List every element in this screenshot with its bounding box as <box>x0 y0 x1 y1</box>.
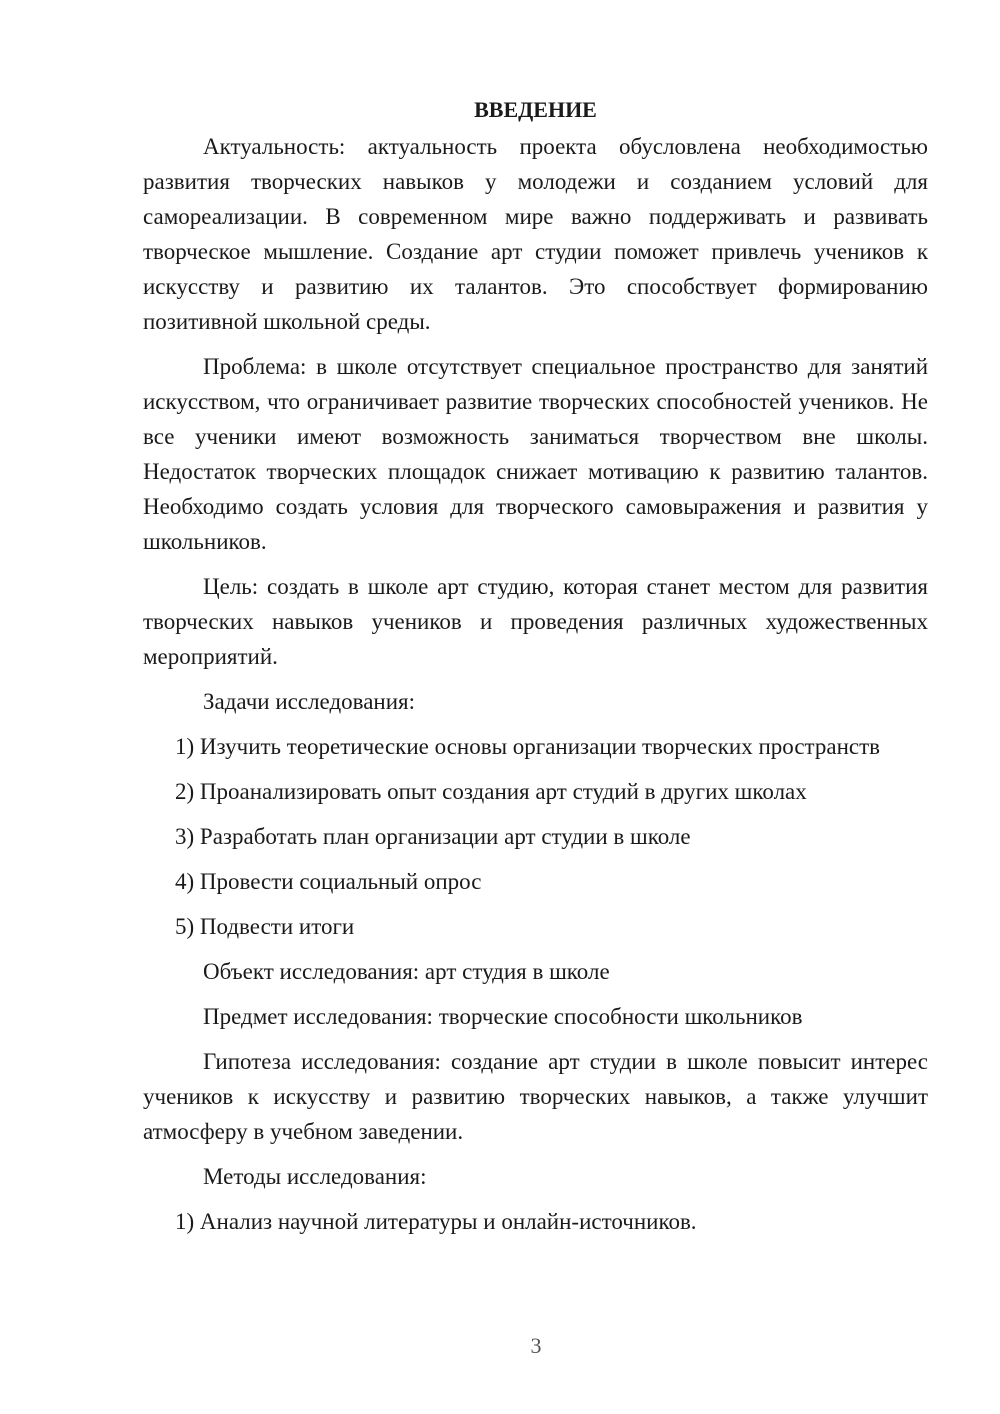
page-content <box>143 92 928 1249</box>
task-item-3: 3) Разработать план организации арт студии в школе <box>175 824 691 849</box>
subject-line: Предмет исследования: творческие способности школьников <box>203 1004 803 1029</box>
tasks-heading: Задачи исследования: <box>203 689 416 714</box>
goal-paragraph: Цель: создать в школе арт студию, которая станет местом для развития творческих навыков учеников и проведения различных художественных мероприятий. <box>143 574 928 669</box>
object-line: Объект исследования: арт студия в школе <box>203 959 610 984</box>
section-title: ВВЕДЕНИЕ <box>474 97 597 122</box>
task-item-4: 4) Провести социальный опрос <box>175 869 482 894</box>
method-item-1: 1) Анализ научной литературы и онлайн-источников. <box>175 1209 697 1234</box>
page-number: 3 <box>530 1333 542 1358</box>
task-item-2: 2) Проанализировать опыт создания арт студий в других школах <box>175 779 807 804</box>
task-item-5: 5) Подвести итоги <box>175 914 355 939</box>
task-item-1: 1) Изучить теоретические основы организации творческих пространств <box>175 734 881 759</box>
relevance-paragraph: Актуальность: актуальность проекта обусловлена необходимостью развития творческих навыков у молодежи и созданием условий для самореализации. В современном мире важно поддерживать и развивать творческое мышление. Создание арт студии поможет привлечь учеников к искусству и развитию их талантов. Это способствует формированию позитивной школьной среды. <box>143 134 928 334</box>
problem-paragraph: Проблема: в школе отсутствует специальное пространство для занятий искусством, что ограничивает развитие творческих способностей учеников. Не все ученики имеют возможность заниматься творчеством вне школы. Недостаток творческих площадок снижает мотивацию к развитию талантов. Необходимо создать условия для творческого самовыражения и развития у школьников. <box>143 354 928 554</box>
methods-heading: Методы исследования: <box>203 1164 427 1189</box>
hypothesis-paragraph: Гипотеза исследования: создание арт студии в школе повысит интерес учеников к искусству и развитию творческих навыков, а также улучшит атмосферу в учебном заведении. <box>143 1049 928 1144</box>
